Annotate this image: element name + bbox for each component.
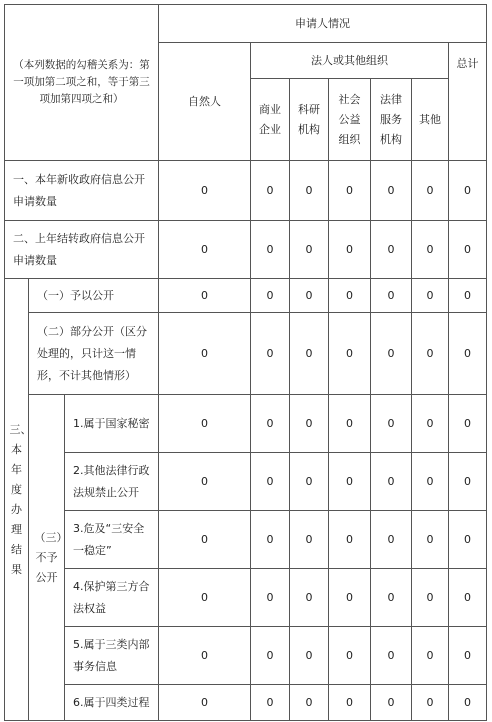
cell-value: 0 xyxy=(329,569,371,627)
row-not-disclose-item-label: 5.属于三类内部事务信息 xyxy=(65,627,159,685)
cell-value: 0 xyxy=(371,395,412,453)
section3-label: 三、本年度办理结果 xyxy=(5,279,29,721)
not-disclose-label: （三）不予公开 xyxy=(29,395,65,721)
cell-value: 0 xyxy=(329,453,371,511)
row-not-disclose-item-label: 2.其他法律行政法规禁止公开 xyxy=(65,453,159,511)
cell-value: 0 xyxy=(290,279,329,313)
cell-value: 0 xyxy=(371,221,412,279)
header-legal-service-org: 法律服务机构 xyxy=(371,79,412,161)
cell-value: 0 xyxy=(412,395,449,453)
header-natural-person: 自然人 xyxy=(159,43,251,161)
cell-value: 0 xyxy=(412,161,449,221)
cell-value: 0 xyxy=(159,685,251,721)
cell-value: 0 xyxy=(290,685,329,721)
header-commercial-enterprise: 商业企业 xyxy=(251,79,290,161)
cell-value: 0 xyxy=(449,221,487,279)
header-other: 其他 xyxy=(412,79,449,161)
cell-value: 0 xyxy=(449,453,487,511)
cell-value: 0 xyxy=(251,453,290,511)
cell-value: 0 xyxy=(290,627,329,685)
cell-value: 0 xyxy=(449,627,487,685)
cell-value: 0 xyxy=(251,221,290,279)
cell-value: 0 xyxy=(449,685,487,721)
cell-value: 0 xyxy=(251,161,290,221)
cell-value: 0 xyxy=(329,511,371,569)
row-new-applications-label: 一、本年新收政府信息公开申请数量 xyxy=(5,161,159,221)
cell-value: 0 xyxy=(449,279,487,313)
cell-value: 0 xyxy=(412,685,449,721)
cell-value: 0 xyxy=(251,511,290,569)
row-partial-label: （二）部分公开（区分处理的，只计这一情形，不计其他情形） xyxy=(29,313,159,395)
cell-value: 0 xyxy=(412,221,449,279)
cell-value: 0 xyxy=(412,511,449,569)
cell-value: 0 xyxy=(412,627,449,685)
cell-value: 0 xyxy=(412,313,449,395)
row-not-disclose-item-label: 4.保护第三方合法权益 xyxy=(65,569,159,627)
cell-value: 0 xyxy=(159,395,251,453)
cell-value: 0 xyxy=(159,221,251,279)
cell-value: 0 xyxy=(449,161,487,221)
gov-info-disclosure-table xyxy=(4,4,487,721)
cell-value: 0 xyxy=(449,511,487,569)
cell-value: 0 xyxy=(329,395,371,453)
header-social-welfare-org: 社会公益组织 xyxy=(329,79,371,161)
cell-value: 0 xyxy=(251,627,290,685)
cell-value: 0 xyxy=(159,569,251,627)
header-note: （本列数据的勾稽关系为：第一项加第二项之和，等于第三项加第四项之和） xyxy=(5,5,159,161)
row-carried-over-label: 二、上年结转政府信息公开申请数量 xyxy=(5,221,159,279)
cell-value: 0 xyxy=(371,453,412,511)
row-not-disclose-item-label: 1.属于国家秘密 xyxy=(65,395,159,453)
cell-value: 0 xyxy=(290,569,329,627)
row-not-disclose-item-label: 6.属于四类过程 xyxy=(65,685,159,721)
cell-value: 0 xyxy=(449,569,487,627)
cell-value: 0 xyxy=(251,313,290,395)
cell-value: 0 xyxy=(251,395,290,453)
header-research-institution: 科研机构 xyxy=(290,79,329,161)
cell-value: 0 xyxy=(159,279,251,313)
cell-value: 0 xyxy=(371,569,412,627)
cell-value: 0 xyxy=(371,627,412,685)
cell-value: 0 xyxy=(329,313,371,395)
cell-value: 0 xyxy=(329,627,371,685)
cell-value: 0 xyxy=(329,161,371,221)
header-total: 总计 xyxy=(449,43,487,161)
cell-value: 0 xyxy=(290,221,329,279)
cell-value: 0 xyxy=(449,395,487,453)
cell-value: 0 xyxy=(290,161,329,221)
header-legal-person-group: 法人或其他组织 xyxy=(251,43,449,79)
cell-value: 0 xyxy=(371,279,412,313)
cell-value: 0 xyxy=(290,511,329,569)
cell-value: 0 xyxy=(371,161,412,221)
cell-value: 0 xyxy=(412,453,449,511)
cell-value: 0 xyxy=(371,313,412,395)
cell-value: 0 xyxy=(159,161,251,221)
cell-value: 0 xyxy=(290,313,329,395)
header-applicant-situation: 申请人情况 xyxy=(159,5,487,43)
cell-value: 0 xyxy=(251,279,290,313)
cell-value: 0 xyxy=(329,279,371,313)
cell-value: 0 xyxy=(251,569,290,627)
cell-value: 0 xyxy=(251,685,290,721)
cell-value: 0 xyxy=(290,453,329,511)
cell-value: 0 xyxy=(159,511,251,569)
cell-value: 0 xyxy=(329,221,371,279)
cell-value: 0 xyxy=(159,453,251,511)
cell-value: 0 xyxy=(329,685,371,721)
cell-value: 0 xyxy=(449,313,487,395)
cell-value: 0 xyxy=(371,685,412,721)
row-not-disclose-item-label: 3.危及“三安全一稳定” xyxy=(65,511,159,569)
cell-value: 0 xyxy=(290,395,329,453)
row-disclose-label: （一）予以公开 xyxy=(29,279,159,313)
cell-value: 0 xyxy=(412,279,449,313)
cell-value: 0 xyxy=(159,627,251,685)
cell-value: 0 xyxy=(159,313,251,395)
cell-value: 0 xyxy=(371,511,412,569)
cell-value: 0 xyxy=(412,569,449,627)
